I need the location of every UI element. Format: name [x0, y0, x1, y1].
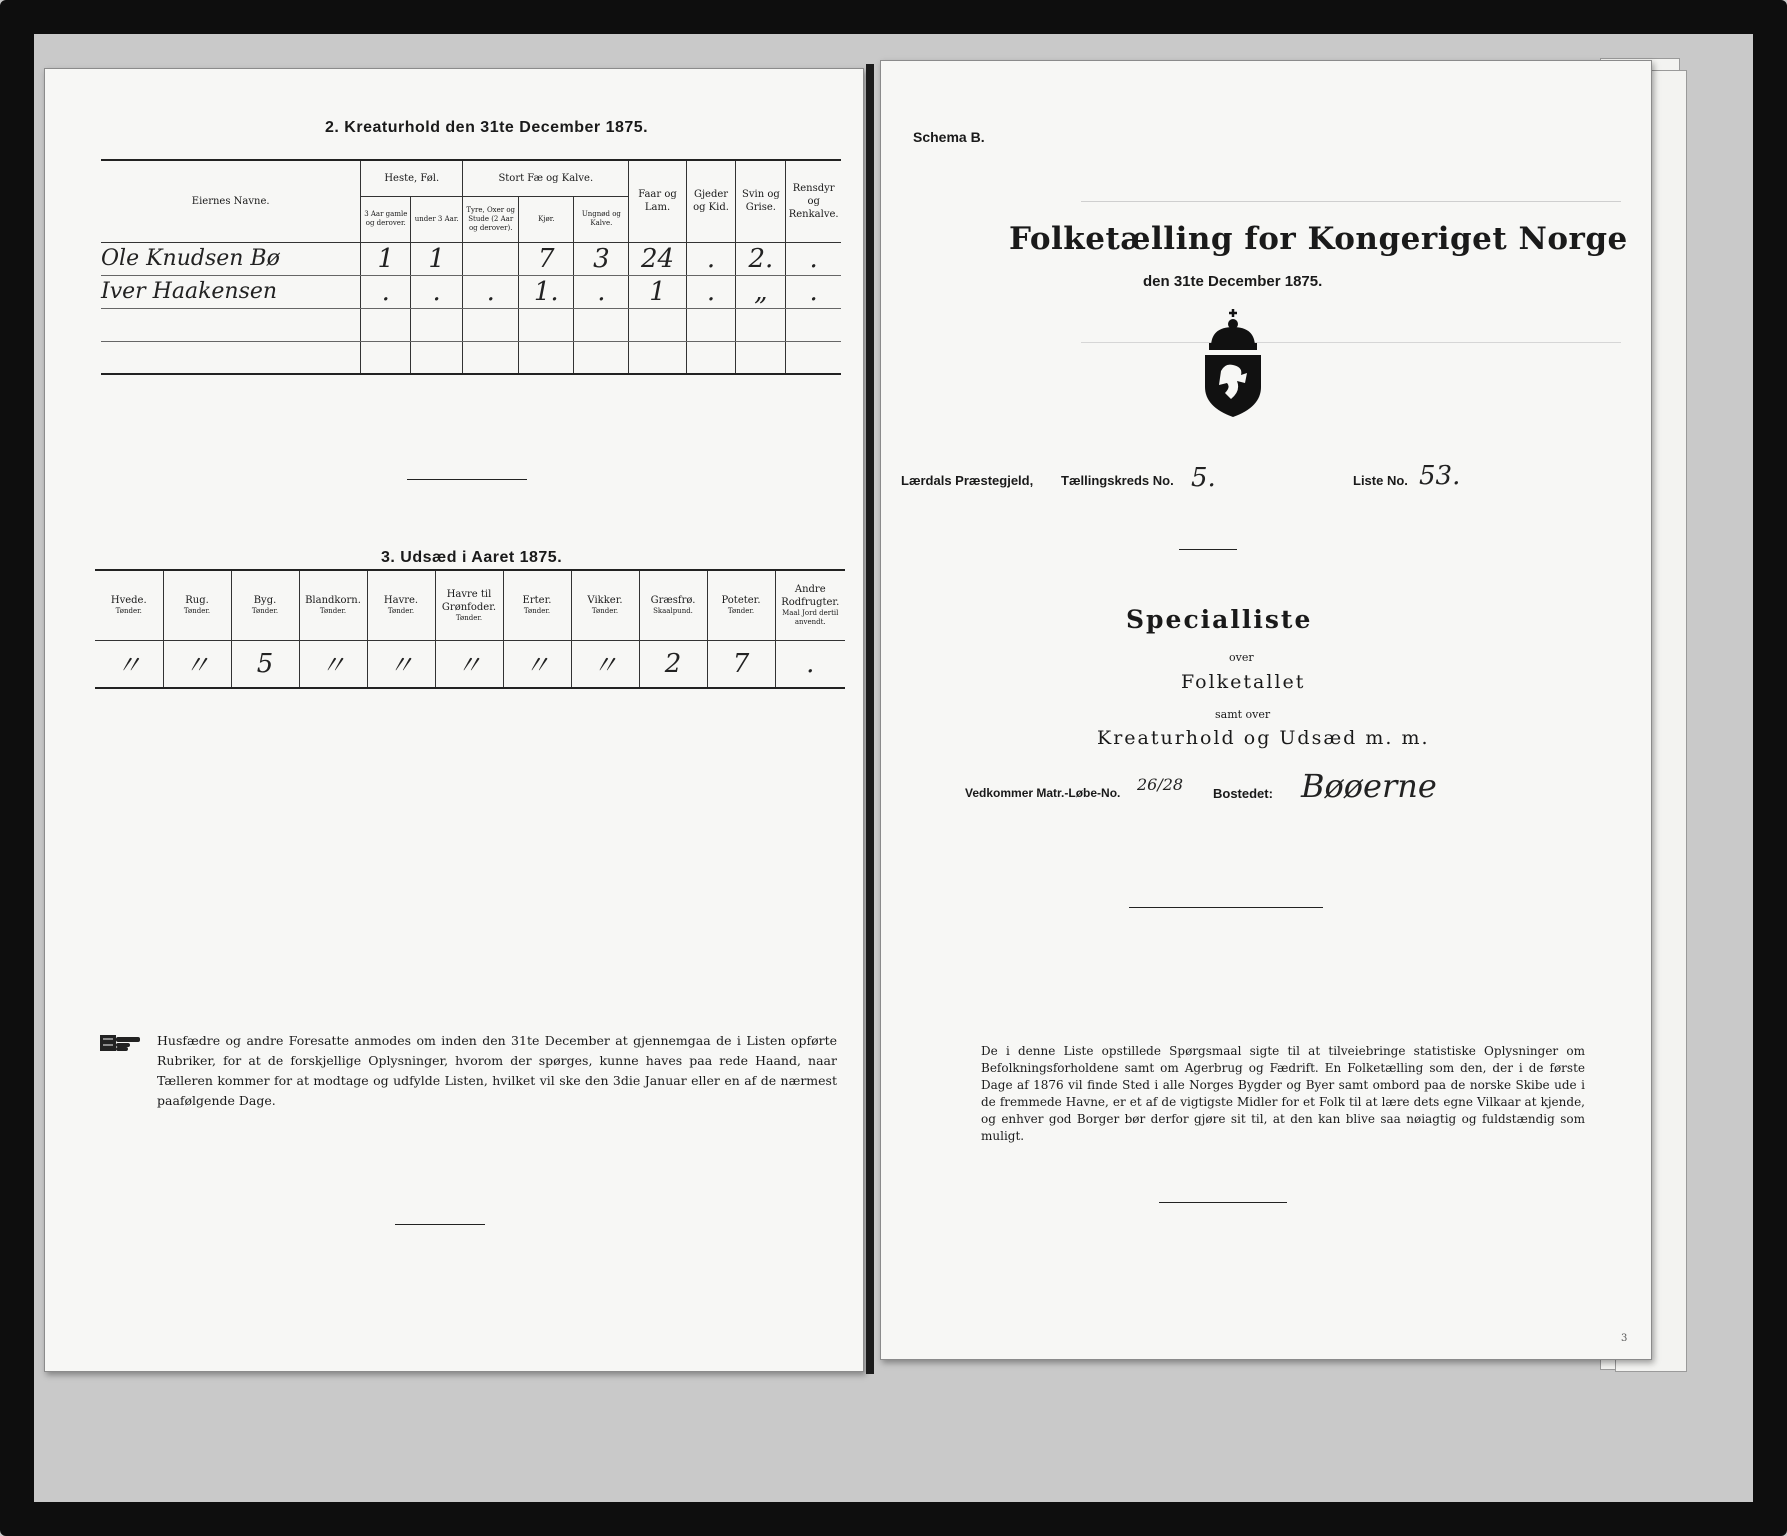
sowing-column-unit: Tønder. — [591, 607, 619, 616]
cell-sheep: 1 — [629, 275, 686, 308]
sowing-column-unit: Tønder. — [455, 613, 483, 622]
table-row — [101, 308, 841, 341]
empty-cell — [574, 341, 629, 374]
sowing-column-header — [231, 570, 299, 640]
owner-name: Ole Knudsen Bø — [101, 242, 361, 275]
table-row — [101, 341, 841, 374]
sowing-column-header — [571, 570, 639, 640]
sowing-value: 〃 — [163, 640, 231, 688]
divider — [1179, 549, 1237, 550]
district-value: 5. — [1191, 463, 1216, 493]
empty-cell — [786, 341, 841, 374]
sowing-column-unit: Tønder. — [183, 607, 211, 616]
sowing-column-name: Havre til Grønfoder. — [441, 588, 497, 613]
empty-cell — [686, 308, 736, 341]
over-label: over — [1229, 651, 1254, 664]
sowing-column-header — [299, 570, 367, 640]
schema-label: Schema B. — [913, 129, 985, 145]
cell-pigs: 2. — [736, 242, 786, 275]
sowing-value: 〃 — [435, 640, 503, 688]
sowing-value: 〃 — [299, 640, 367, 688]
left-page — [44, 68, 864, 1372]
horses-old-subheader: 3 Aar gamle og derover. — [361, 196, 411, 242]
sowing-value: 〃 — [503, 640, 571, 688]
young-cattle-subheader: Ungnød og Kalve. — [574, 196, 629, 242]
sowing-column-header — [367, 570, 435, 640]
empty-cell — [574, 308, 629, 341]
sowing-title: 3. Udsæd i Aaret 1875. — [381, 549, 563, 566]
kreaturhold-label: Kreaturhold og Udsæd m. m. — [1097, 727, 1430, 749]
cows-subheader: Kjør. — [519, 196, 574, 242]
sowing-value: 2 — [639, 640, 707, 688]
samt-over-label: samt over — [1215, 708, 1271, 721]
sowing-column-unit: Tønder. — [115, 607, 142, 616]
goats-header: Gjeder og Kid. — [686, 160, 736, 242]
page-number: 3 — [1621, 1333, 1628, 1344]
cell-horses-old: . — [361, 275, 411, 308]
sowing-column-name: Byg. — [253, 595, 277, 607]
cell-goats: . — [686, 242, 736, 275]
cell-horses-young: . — [411, 275, 463, 308]
district-label: Tællingskreds No. — [1061, 473, 1174, 488]
sowing-column-header — [639, 570, 707, 640]
empty-cell — [411, 341, 463, 374]
list-label: Liste No. — [1353, 473, 1408, 488]
sowing-column-name: Blandkorn. — [305, 595, 361, 607]
cell-sheep: 24 — [629, 242, 686, 275]
specialliste-heading: Specialliste — [1126, 605, 1313, 634]
reindeer-header: Rensdyr og Renkalve. — [786, 160, 841, 242]
cell-goats: . — [686, 275, 736, 308]
table-row — [101, 242, 841, 275]
cell-young-cattle: . — [574, 275, 629, 308]
norwegian-coat-of-arms-icon — [1201, 307, 1265, 419]
sowing-value: 〃 — [571, 640, 639, 688]
cattle-header: Stort Fæ og Kalve. — [463, 160, 629, 196]
cell-horses-young: 1 — [411, 242, 463, 275]
empty-cell — [629, 341, 686, 374]
empty-cell — [736, 308, 786, 341]
census-title: Folketælling for Kongeriget Norge — [1009, 221, 1628, 257]
empty-cell — [361, 341, 411, 374]
list-value: 53. — [1419, 461, 1461, 491]
empty-cell — [463, 308, 519, 341]
sowing-column-header — [707, 570, 775, 640]
place-value: Bøøerne — [1301, 767, 1437, 805]
sowing-column-name: Erter. — [522, 595, 552, 607]
empty-cell — [519, 341, 574, 374]
sowing-column-name: Andre Rodfrugter. — [781, 584, 840, 609]
sowing-column-name: Rug. — [185, 595, 209, 607]
divider — [395, 1224, 485, 1225]
sowing-value: 5 — [231, 640, 299, 688]
pigs-header: Svin og Grise. — [736, 160, 786, 242]
sowing-table — [95, 569, 845, 689]
sowing-column-unit: Maal Jord dertil anvendt. — [782, 609, 839, 627]
sowing-column-header — [95, 570, 163, 640]
sowing-column-unit: Tønder. — [523, 607, 551, 616]
empty-cell — [361, 308, 411, 341]
owner-name: Iver Haakensen — [101, 275, 361, 308]
sowing-column-unit: Tønder. — [727, 607, 755, 616]
cell-reindeer: . — [786, 275, 841, 308]
empty-cell — [519, 308, 574, 341]
cell-horses-old: 1 — [361, 242, 411, 275]
horses-young-subheader: under 3 Aar. — [411, 196, 463, 242]
place-label: Bostedet: — [1213, 786, 1273, 801]
bulls-subheader: Tyre, Oxer og Stude (2 Aar og derover). — [463, 196, 519, 242]
owner-name — [101, 341, 361, 374]
cell-pigs: „ — [736, 275, 786, 308]
sowing-column-header — [775, 570, 845, 640]
cell-cows: 1. — [519, 275, 574, 308]
livestock-table — [101, 159, 841, 375]
sowing-column-name: Vikker. — [587, 595, 623, 607]
sowing-value: . — [775, 640, 845, 688]
divider — [1159, 1202, 1287, 1203]
sowing-value: 〃 — [95, 640, 163, 688]
cell-bulls — [463, 242, 519, 275]
horses-header: Heste, Føl. — [361, 160, 463, 196]
census-date: den 31te December 1875. — [1143, 273, 1323, 290]
right-page — [880, 60, 1652, 1360]
sowing-column-header — [435, 570, 503, 640]
divider — [407, 479, 527, 480]
empty-cell — [463, 341, 519, 374]
empty-cell — [786, 308, 841, 341]
sowing-column-unit: Skaalpund. — [653, 607, 693, 616]
sowing-column-header — [163, 570, 231, 640]
folketallet-label: Folketallet — [1181, 671, 1306, 693]
sowing-column-name: Poteter. — [721, 595, 761, 607]
cell-young-cattle: 3 — [574, 242, 629, 275]
matr-value: 26/28 — [1137, 775, 1184, 794]
livestock-title: 2. Kreaturhold den 31te December 1875. — [325, 119, 649, 136]
empty-cell — [686, 341, 736, 374]
sowing-column-unit: Tønder. — [319, 607, 347, 616]
book-spine — [866, 64, 874, 1374]
purpose-footer: De i denne Liste opstillede Spørgsmaal sigte til at tilveiebringe statistiske Oplysninger om Befolkningsforholdene samt om Agerbrug og Fædrift. En Folketælling som den, der i de første Dage af 1876 vil finde Sted i alle Norges Bygder og Byer samt ombord paa de norske Skibe ude i de fremmede Havne, er et af de vigtigste Midler for et Folk til at lære dets egne Vilkaar at kjende, og enhver god Borger bør derfor gjøre sit til, at den kan blive saa nøiagtig og fuldstændig som muligt. — [981, 1044, 1585, 1143]
owner-name — [101, 308, 361, 341]
matr-label: Vedkommer Matr.-Løbe-No. — [965, 786, 1121, 800]
sowing-column-name: Græsfrø. — [650, 595, 696, 607]
table-row — [101, 275, 841, 308]
owner-header: Eiernes Navne. — [101, 160, 361, 242]
empty-cell — [629, 308, 686, 341]
sowing-column-unit: Tønder. — [387, 607, 415, 616]
cell-bulls: . — [463, 275, 519, 308]
sowing-column-unit: Tønder. — [251, 607, 279, 616]
divider — [1129, 907, 1323, 908]
sowing-column-name: Havre. — [383, 595, 419, 607]
instructions-notice: Husfædre og andre Foresatte anmodes om inden den 31te December at gjennemgaa de i Listen opførte Rubriker, for at de forskjellige Oplysninger, hvorom der spørges, kunne haves paa rede Haand, naar Tælleren kommer for at modtage og udfylde Listen, hvilket vil ske den 3die Januar eller en af de nærmest paafølgende Dage. — [157, 1033, 837, 1108]
parish-label: Lærdals Præstegjeld, — [901, 473, 1034, 488]
sowing-column-header — [503, 570, 571, 640]
sowing-column-name: Hvede. — [110, 595, 147, 607]
sowing-value: 7 — [707, 640, 775, 688]
cell-cows: 7 — [519, 242, 574, 275]
sowing-value: 〃 — [367, 640, 435, 688]
cell-reindeer: . — [786, 242, 841, 275]
empty-cell — [736, 341, 786, 374]
pointing-hand-icon — [99, 1031, 145, 1055]
empty-cell — [411, 308, 463, 341]
sheep-header: Faar og Lam. — [629, 160, 686, 242]
